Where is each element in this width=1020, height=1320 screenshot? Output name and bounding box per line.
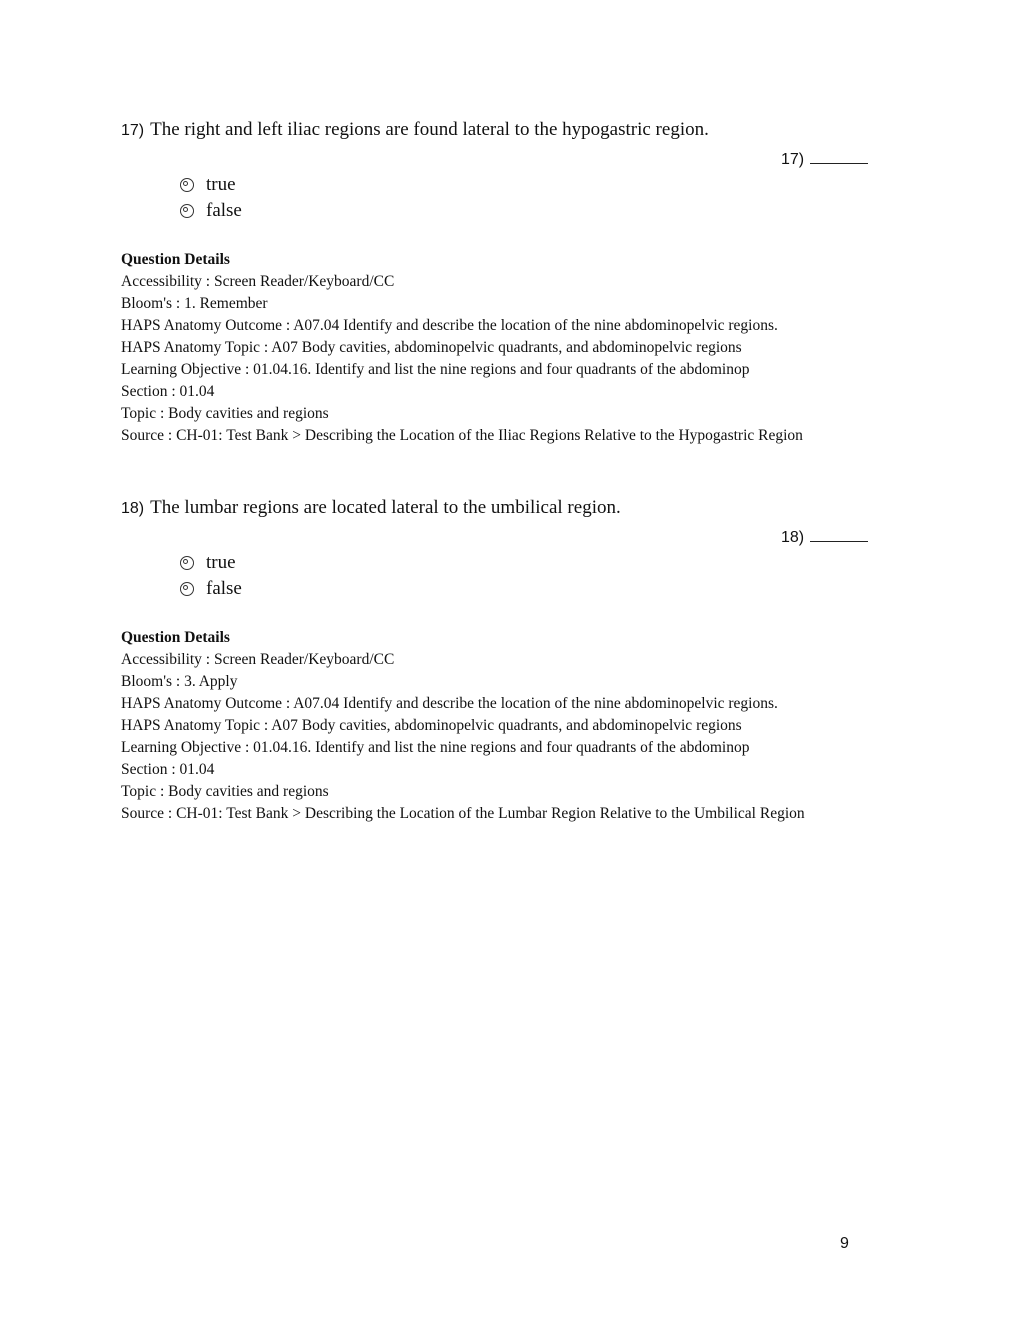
detail-topic: Topic : Body cavities and regions <box>121 405 329 422</box>
detail-source: Source : CH-01: Test Bank > Describing the Location of the Iliac Regions Relative to the Hypogastric Region <box>121 427 803 444</box>
detail-haps-outcome: HAPS Anatomy Outcome : A07.04 Identify and describe the location of the nine abdominopelvic regions. <box>121 317 778 334</box>
answer-blank[interactable] <box>781 527 868 547</box>
detail-accessibility: Accessibility : Screen Reader/Keyboard/CC <box>121 273 395 290</box>
detail-learning-objective: Learning Objective : 01.04.16. Identify and list the nine regions and four quadrants of the abdominop <box>121 361 750 378</box>
answer-blank[interactable] <box>781 149 868 169</box>
question-stem <box>121 119 709 141</box>
detail-blooms: Bloom's : 1. Remember <box>121 295 268 312</box>
detail-haps-outcome: HAPS Anatomy Outcome : A07.04 Identify and describe the location of the nine abdominopelvic regions. <box>121 695 778 712</box>
detail-blooms: Bloom's : 3. Apply <box>121 673 238 690</box>
option-label: true <box>206 552 236 573</box>
radio-icon[interactable] <box>180 582 194 596</box>
answer-label: 17) <box>781 151 805 168</box>
radio-icon[interactable] <box>180 204 194 218</box>
question-number: 18) <box>121 500 145 517</box>
detail-accessibility: Accessibility : Screen Reader/Keyboard/CC <box>121 651 395 668</box>
answer-line <box>810 149 868 164</box>
details-heading: Question Details <box>121 251 230 268</box>
option-label: false <box>206 578 242 599</box>
details-heading: Question Details <box>121 629 230 646</box>
option-false[interactable] <box>180 200 242 222</box>
detail-section: Section : 01.04 <box>121 383 215 400</box>
detail-source: Source : CH-01: Test Bank > Describing the Location of the Lumbar Region Relative to the Umbilical Region <box>121 805 805 822</box>
option-false[interactable] <box>180 578 242 600</box>
option-label: false <box>206 200 242 221</box>
page-number: 9 <box>840 1235 849 1252</box>
answer-label: 18) <box>781 529 805 546</box>
detail-haps-topic: HAPS Anatomy Topic : A07 Body cavities, abdominopelvic quadrants, and abdominopelvic regions <box>121 339 742 356</box>
detail-learning-objective: Learning Objective : 01.04.16. Identify and list the nine regions and four quadrants of the abdominop <box>121 739 750 756</box>
question-text: The lumbar regions are located lateral to the umbilical region. <box>150 497 621 518</box>
question-number: 17) <box>121 122 145 139</box>
question-details <box>121 249 803 447</box>
detail-haps-topic: HAPS Anatomy Topic : A07 Body cavities, abdominopelvic quadrants, and abdominopelvic regions <box>121 717 742 734</box>
question-text: The right and left iliac regions are found lateral to the hypogastric region. <box>150 119 709 140</box>
answer-line <box>810 527 868 542</box>
radio-icon[interactable] <box>180 178 194 192</box>
detail-section: Section : 01.04 <box>121 761 215 778</box>
option-label: true <box>206 174 236 195</box>
question-stem <box>121 497 621 519</box>
option-true[interactable] <box>180 174 236 196</box>
question-details <box>121 627 805 825</box>
detail-topic: Topic : Body cavities and regions <box>121 783 329 800</box>
option-true[interactable] <box>180 552 236 574</box>
radio-icon[interactable] <box>180 556 194 570</box>
